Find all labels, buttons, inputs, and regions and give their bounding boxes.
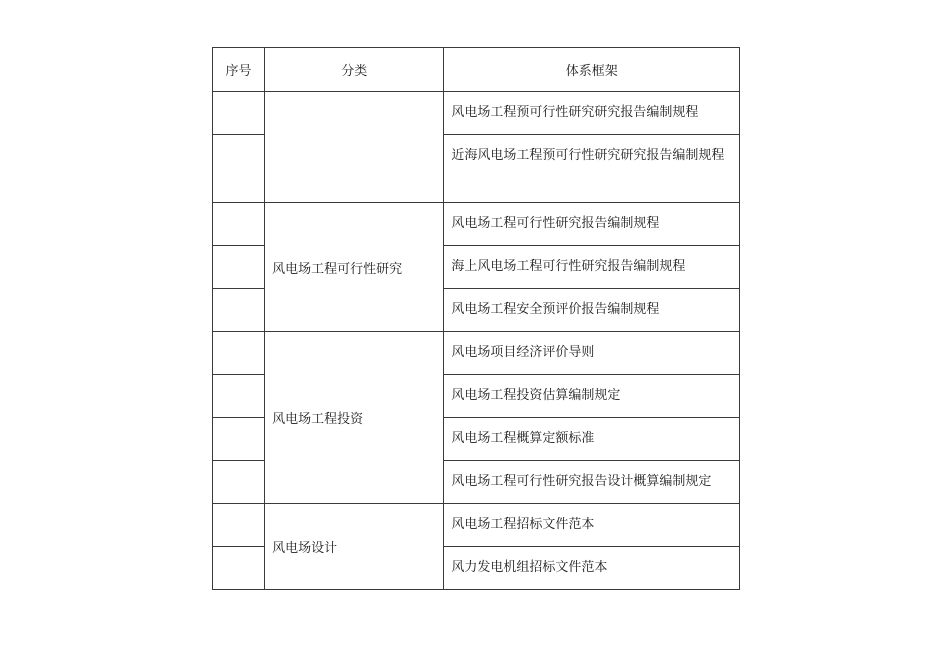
row-number: [213, 246, 265, 289]
framework-cell: 风电场工程安全预评价报告编制规程: [444, 289, 740, 332]
table-header-row: [213, 48, 740, 92]
row-number: [213, 135, 265, 203]
row-number: [213, 92, 265, 135]
row-number: [213, 504, 265, 547]
row-number: [213, 418, 265, 461]
row-number: [213, 547, 265, 590]
header-number: 序号: [213, 48, 265, 92]
framework-table: [212, 47, 740, 590]
framework-cell: 海上风电场工程可行性研究报告编制规程: [444, 246, 740, 289]
framework-cell: 风电场工程投资估算编制规定: [444, 375, 740, 418]
row-number: [213, 461, 265, 504]
framework-cell: 近海风电场工程预可行性研究研究报告编制规程: [444, 135, 740, 203]
framework-cell: 风电场工程招标文件范本: [444, 504, 740, 547]
table-row: [213, 92, 740, 135]
framework-cell: 风力发电机组招标文件范本: [444, 547, 740, 590]
category-cell: 风电场设计: [265, 504, 444, 590]
row-number: [213, 289, 265, 332]
table-right-border: [739, 47, 740, 590]
framework-cell: 风电场工程预可行性研究研究报告编制规程: [444, 92, 740, 135]
table-row: [213, 203, 740, 246]
table-row: [213, 504, 740, 547]
row-number: [213, 375, 265, 418]
header-category: 分类: [265, 48, 444, 92]
row-number: [213, 332, 265, 375]
category-cell: 风电场工程投资: [265, 332, 444, 504]
framework-cell: 风电场工程可行性研究报告设计概算编制规定: [444, 461, 740, 504]
framework-cell: 风电场工程概算定额标准: [444, 418, 740, 461]
category-cell: [265, 92, 444, 203]
framework-cell: 风电场项目经济评价导则: [444, 332, 740, 375]
table-row: [213, 332, 740, 375]
category-cell: 风电场工程可行性研究: [265, 203, 444, 332]
header-framework: 体系框架: [444, 48, 740, 92]
framework-cell: 风电场工程可行性研究报告编制规程: [444, 203, 740, 246]
row-number: [213, 203, 265, 246]
